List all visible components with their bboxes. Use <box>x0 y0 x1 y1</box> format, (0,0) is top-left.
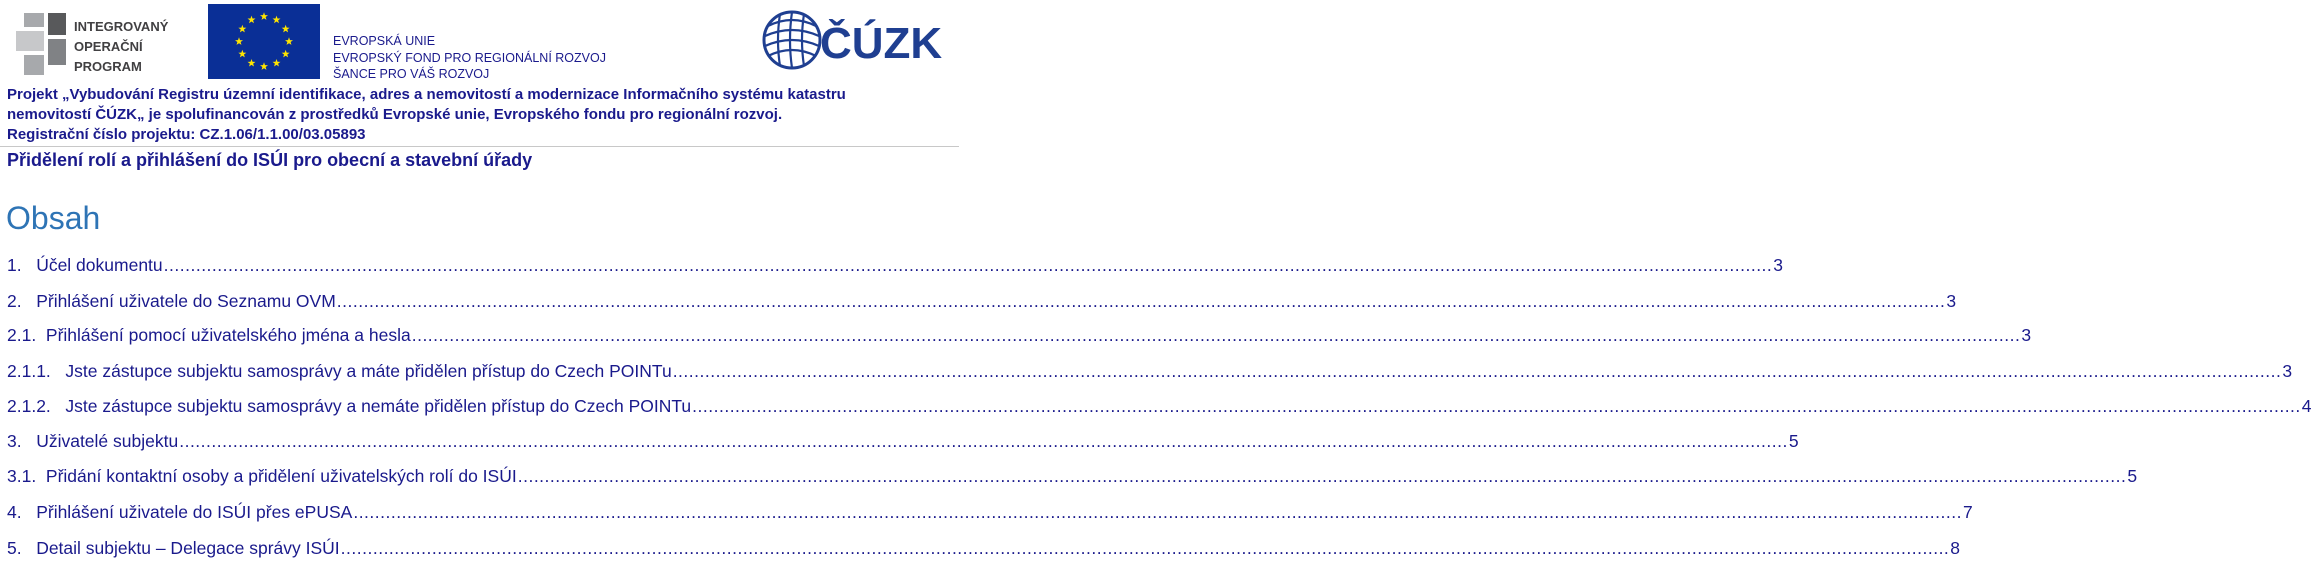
toc-dot-leader: ............................................................................................................................................................................................................................................................................................................ <box>692 396 2301 416</box>
toc-entry-number: 3. <box>7 431 37 451</box>
header-divider <box>0 146 959 147</box>
toc-entry-title: Uživatelé subjektu <box>36 431 179 451</box>
toc-dot-leader: ............................................................................................................................................................................................................................................................................................................ <box>340 538 1950 558</box>
svg-text:ČÚZK: ČÚZK <box>820 19 943 68</box>
toc-dot-leader: ............................................................................................................................................................................................................................................................................................................ <box>163 255 1773 275</box>
toc-dot-leader: ............................................................................................................................................................................................................................................................................................................ <box>336 291 1946 311</box>
eu-text-block <box>333 33 606 83</box>
toc-page-number: 3 <box>2282 361 2293 381</box>
toc-entry-title: Detail subjektu – Delegace správy ISÚI <box>36 538 340 558</box>
toc-page-number: 5 <box>2127 466 2138 486</box>
toc-entry-number: 1. <box>7 255 37 275</box>
toc-page-number: 7 <box>1962 502 1973 522</box>
svg-text:OPERAČNÍ: OPERAČNÍ <box>74 39 143 54</box>
cuzk-logo <box>762 6 952 74</box>
toc-entry[interactable] <box>7 252 1784 276</box>
toc-entry[interactable] <box>7 535 1961 559</box>
toc-entry[interactable] <box>7 393 2312 417</box>
toc-entry-title: Přihlášení uživatele do Seznamu OVM <box>36 291 336 311</box>
toc-entry-number: 2.1.2. <box>7 396 66 416</box>
eu-text-line: ŠANCE PRO VÁŠ ROZVOJ <box>333 67 490 81</box>
toc-entry-number: 2.1.1. <box>7 361 66 381</box>
toc-entry-title: Přihlášení uživatele do ISÚI přes ePUSA <box>36 502 353 522</box>
eu-text-line: EVROPSKÝ FOND PRO REGIONÁLNÍ ROZVOJ <box>333 50 606 65</box>
toc-entry-number: 5. <box>7 538 37 558</box>
toc-page-number: 3 <box>1946 291 1957 311</box>
iop-logo <box>14 5 184 80</box>
eu-flag-logo <box>208 4 320 79</box>
toc-entry-number: 4. <box>7 502 37 522</box>
toc-entry-title: Přihlášení pomocí uživatelského jména a hesla <box>45 325 411 345</box>
toc-dot-leader: ............................................................................................................................................................................................................................................................................................................ <box>179 431 1788 451</box>
toc-page-number: 4 <box>2301 396 2312 416</box>
toc-entry-title: Jste zástupce subjektu samosprávy a nemáte přidělen přístup do Czech POINTu <box>65 396 692 416</box>
toc-entry[interactable] <box>7 322 2032 346</box>
document-title: Přidělení rolí a přihlášení do ISÚI pro obecní a stavební úřady <box>7 150 533 170</box>
toc-entry[interactable] <box>7 288 1957 312</box>
toc-dot-leader: ............................................................................................................................................................................................................................................................................................................ <box>672 361 2282 381</box>
toc-dot-leader: ............................................................................................................................................................................................................................................................................................................ <box>517 466 2127 486</box>
svg-text:INTEGROVANÝ: INTEGROVANÝ <box>74 19 169 34</box>
toc-entry-title: Jste zástupce subjektu samosprávy a máte přidělen přístup do Czech POINTu <box>65 361 672 381</box>
project-line: Projekt „Vybudování Registru územní identifikace, adres a nemovitostí a modernizace Informačního systému katastru <box>7 86 846 103</box>
toc-entry-number: 2. <box>7 291 37 311</box>
toc-heading: Obsah <box>6 200 101 236</box>
toc-page-number: 3 <box>2021 325 2032 345</box>
toc-entry-title: Přidání kontaktní osoby a přidělení uživatelských rolí do ISÚI <box>45 466 517 486</box>
toc-entry-number: 2.1. <box>7 325 46 345</box>
svg-text:PROGRAM: PROGRAM <box>74 59 142 74</box>
project-registration-number: Registrační číslo projektu: CZ.1.06/1.1.00/03.05893 <box>7 126 366 143</box>
toc-entry-number: 3.1. <box>7 466 46 486</box>
toc-dot-leader: ............................................................................................................................................................................................................................................................................................................ <box>353 502 1962 522</box>
eu-text-line: EVROPSKÁ UNIE <box>333 34 436 48</box>
toc-page-number: 3 <box>1773 255 1784 275</box>
toc-entry[interactable] <box>7 428 1799 452</box>
toc-page-number: 8 <box>1950 538 1961 558</box>
toc-page-number: 5 <box>1788 431 1799 451</box>
toc-entry[interactable] <box>7 463 2138 487</box>
toc-entry[interactable] <box>7 358 2293 382</box>
project-line: nemovitostí ČÚZK„ je spolufinancován z prostředků Evropské unie, Evropského fondu pro regionální rozvoj. <box>7 106 783 123</box>
toc-entry[interactable] <box>7 499 1973 523</box>
toc-entry-title: Účel dokumentu <box>36 255 163 275</box>
toc-dot-leader: ............................................................................................................................................................................................................................................................................................................ <box>411 325 2021 345</box>
